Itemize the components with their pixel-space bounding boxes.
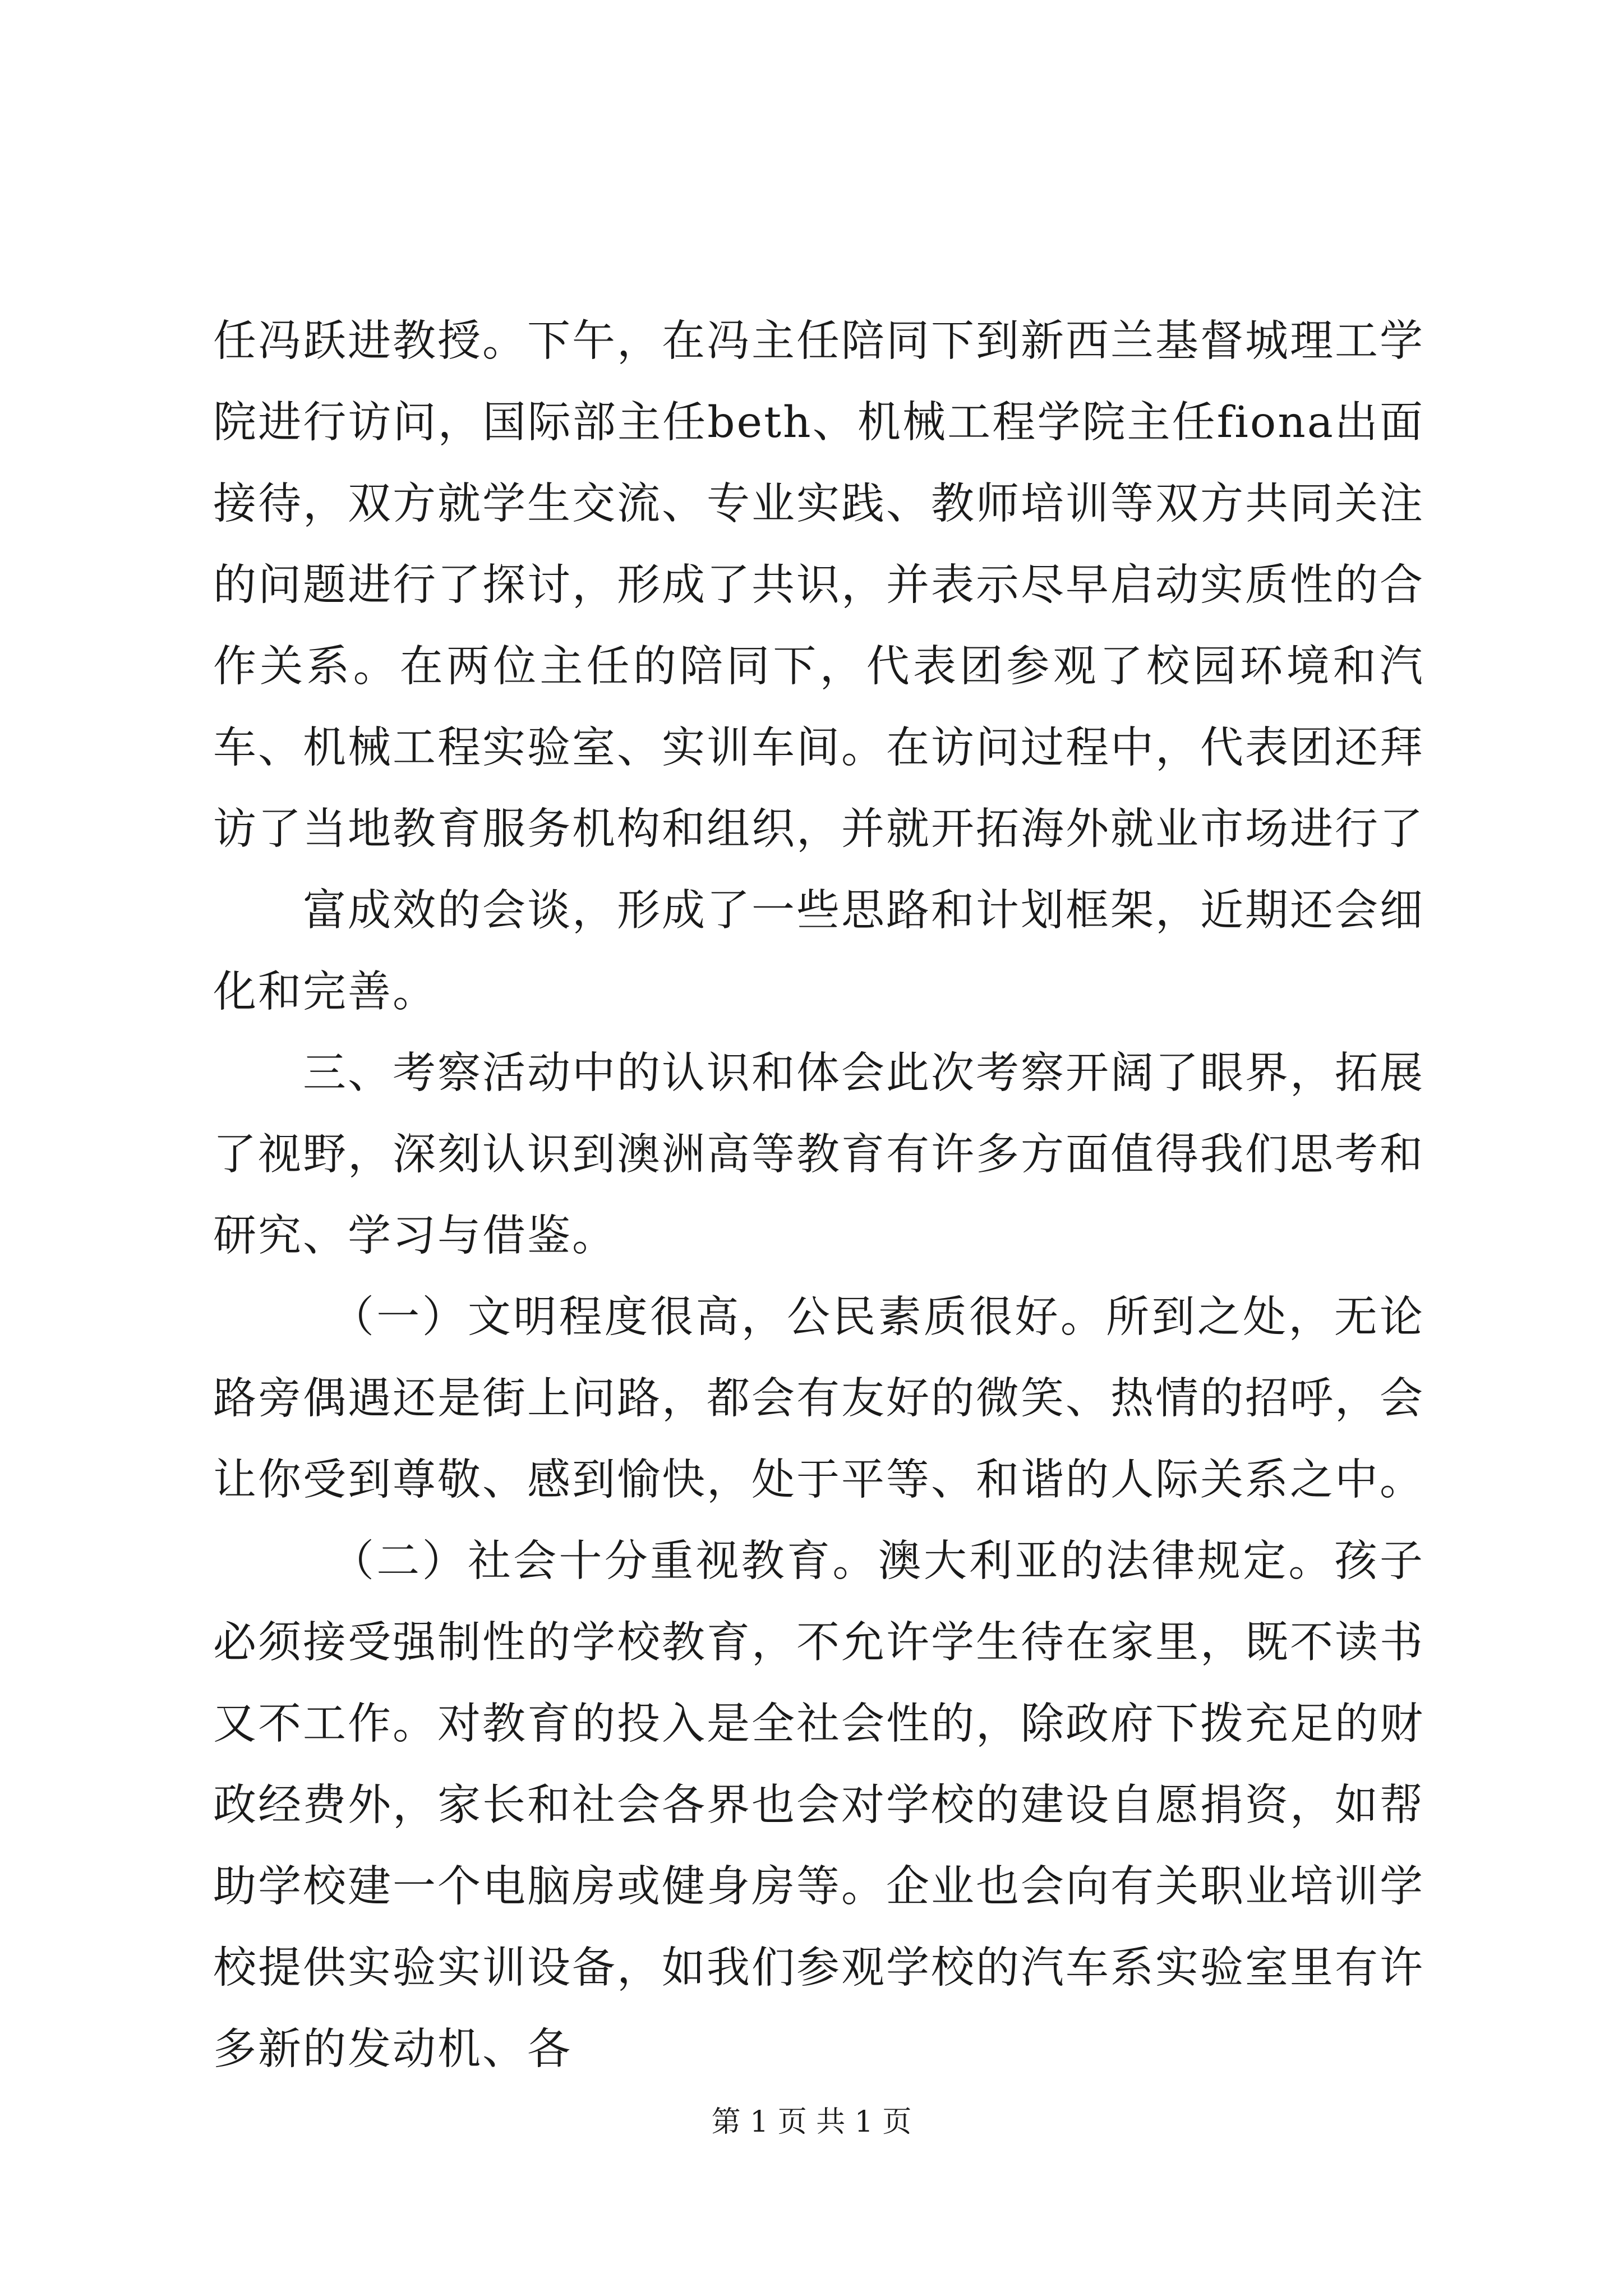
- paragraph-1: 任冯跃进教授。下午，在冯主任陪同下到新西兰基督城理工学院进行访问，国际部主任beth、机械工程学院主任fiona出面接待，双方就学生交流、专业实践、教师培训等双方共同关注的问题进行了探讨，形成了共识，并表示尽早启动实质性的合作关系。在两位主任的陪同下，代表团参观了校园环境和汽车、机械工程实验室、实训车间。在访问过程中，代表团还拜访了当地教育服务机构和组织，并就开拓海外就业市场进行了: [213, 316, 1424, 854]
- paragraph-4: （一）文明程度很高，公民素质很好。所到之处，无论路旁偶遇还是街上问路，都会有友好的微笑、热情的招呼，会让你受到尊敬、感到愉快，处于平等、和谐的人际关系之中。: [213, 1292, 1424, 1505]
- page-footer: 第 1 页 共 1 页: [711, 2105, 912, 2139]
- document-body: [213, 301, 1424, 2090]
- paragraph-3: 三、考察活动中的认识和体会此次考察开阔了眼界，拓展了视野，深刻认识到澳洲高等教育有许多方面值得我们思考和研究、学习与借鉴。: [213, 1048, 1424, 1261]
- paragraph-5: （二）社会十分重视教育。澳大利亚的法律规定。孩子必须接受强制性的学校教育，不允许学生待在家里，既不读书又不工作。对教育的投入是全社会性的，除政府下拨充足的财政经费外，家长和社会各界也会对学校的建设自愿捐资，如帮助学校建一个电脑房或健身房等。企业也会向有关职业培训学校提供实验实训设备，如我们参观学校的汽车系实验室里有许多新的发动机、各: [213, 1536, 1424, 2074]
- paragraph-2: 富成效的会谈，形成了一些思路和计划框架，近期还会细化和完善。: [213, 886, 1424, 1017]
